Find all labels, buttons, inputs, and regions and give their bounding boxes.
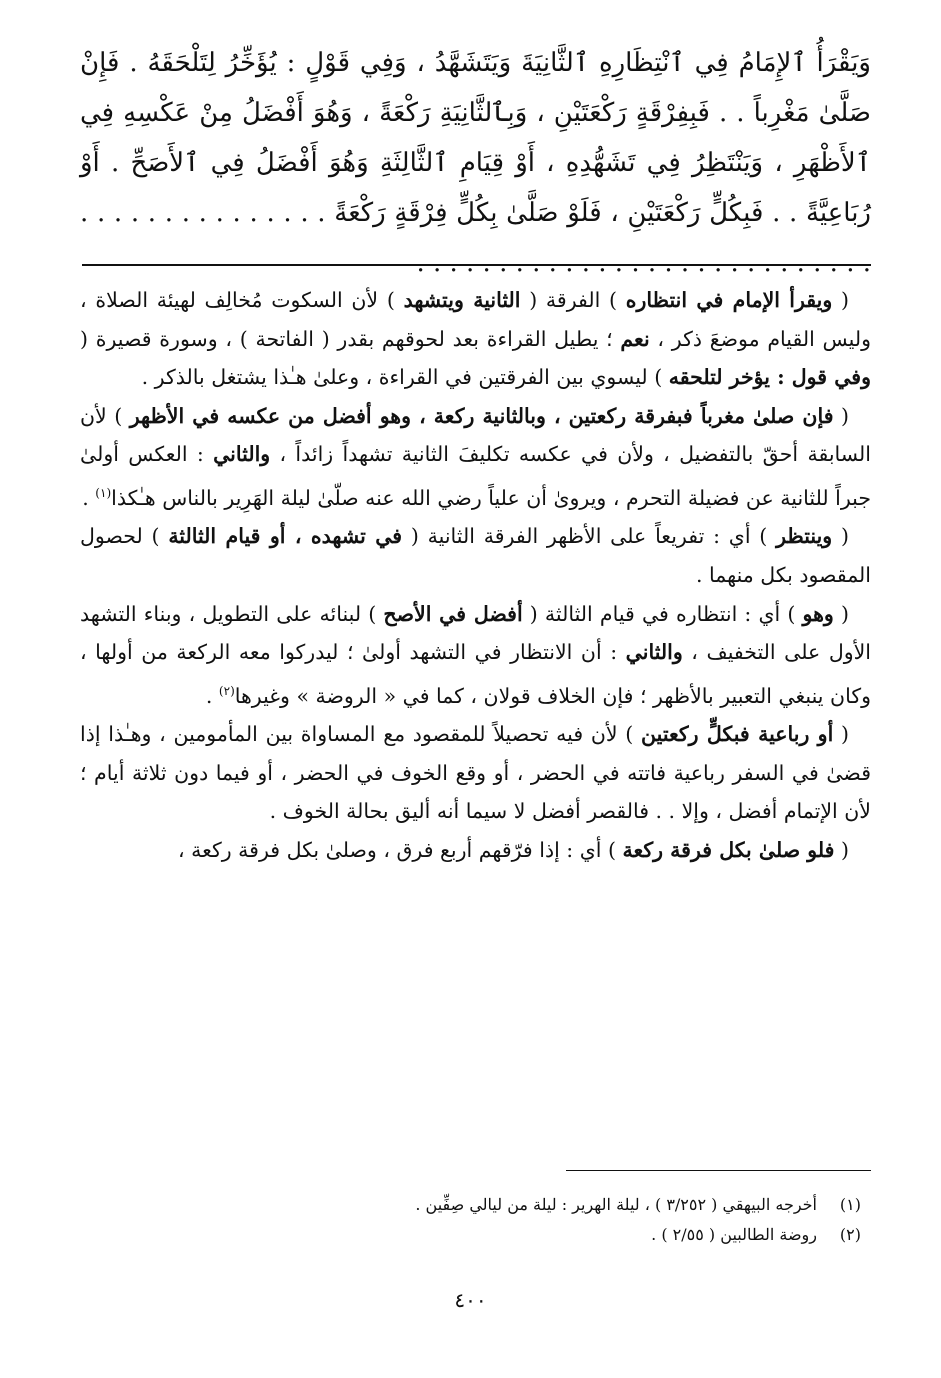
footnote-text: أخرجه البيهقي ( ٣/٢٥٢ ) ، ليلة الهرير : ليلة من ليالي صِفِّين .: [415, 1195, 817, 1214]
commentary-paragraph: [80, 517, 871, 594]
matn-quote: فلو صلىٰ بكل فرقة ركعة: [622, 837, 835, 862]
matn-quote: أو رباعية فبكلٍّ ركعتين: [641, 722, 834, 747]
commentary-segment: ) لحصول المقصود بكل منهما .: [80, 524, 871, 587]
footnote-text: روضة الطالبين ( ٢/٥٥ ) .: [651, 1225, 817, 1244]
commentary-segment: (: [833, 722, 850, 747]
commentary-segment: ) لأن السكوت مُخالِف لهيئة الصلاة ، وليس القيام موضعَ ذكر ،: [80, 288, 871, 351]
commentary-segment: : أن الانتظار في التشهد أولىٰ ؛ ليدركوا معه الركعة من أولها ، وكان ينبغي التعبير بالأظهر ؛ فإن الخلاف قولان ، كما في « الروضة » وغيرها: [80, 640, 871, 708]
page-number: ٤٠٠: [454, 1288, 487, 1312]
matn-quote: وهو: [802, 601, 834, 626]
footnote-ref: (١): [95, 485, 112, 500]
matn-quote: والثاني: [625, 640, 683, 665]
commentary-segment: (: [832, 288, 850, 312]
commentary-paragraph: [80, 715, 871, 831]
commentary-segment: ) ليسوي بين الفرقتين في القراءة ، وعلىٰ هـٰذا يشتغل بالذكر .: [141, 365, 669, 390]
footnote-ref: (٢): [218, 683, 235, 698]
matn-quote: الثانية ويتشهد: [403, 288, 521, 312]
matn-quote: نعم: [620, 326, 650, 351]
matn-quote: أفضل في الأصح: [383, 601, 523, 626]
commentary-paragraph: [80, 595, 871, 716]
commentary-segment: (: [833, 403, 850, 428]
commentary-segment: .: [82, 485, 96, 510]
commentary-segment: ) أي : تفريعاً على الأظهر الفرقة الثانية (: [402, 524, 777, 549]
footnote-number: (٢): [839, 1225, 861, 1244]
footnote-divider: [566, 1170, 871, 1171]
matn-text: وَيَقْرَأُ ٱلإِمَامُ فِي ٱنْتِظَارِهِ ٱلثَّانِيَةَ وَيَتَشَهَّدُ ، وَفِي قَوْلٍ : يُؤَخِّرُ لِتَلْحَقَهُ . فَإِنْ صَلَّىٰ مَغْرِباً . . فَبِفِرْقَةٍ رَكْعَتَيْنِ ، وَبِٱلثَّانِيَةِ رَكْعَةً ، وَهُوَ أَفْضَلُ مِنْ عَكْسِهِ فِي ٱلأَظْهَرِ ، وَيَنْتَظِرُ فِي تَشَهُّدِهِ ، أَوْ قِيَامِ ٱلثَّالِثَةِ وَهُوَ أَفْضَلُ فِي ٱلأَصَحِّ . أَوْ رُبَاعِيَّةً . . فَبِكُلٍّ رَكْعَتَيْنِ ، فَلَوْ صَلَّىٰ بِكُلٍّ فِرْقَةٍ رَكْعَةً . . . . . . . . . . . . . . . . . . . . . . . . . . . . . . . . . . . . . . . . . . .: [80, 48, 871, 278]
matn-quote: والثاني: [213, 442, 271, 467]
commentary-segment: .: [205, 683, 219, 708]
commentary-segment: ) أي : إذا فرّقهم أربع فرق ، وصلىٰ بكل فرقة ركعة ،: [177, 837, 623, 862]
commentary-segment: : العكس أولىٰ جبراً للثانية عن فضيلة التحرم ، ويروىٰ أن علياً رضي الله عنه صلّىٰ ليلة الهَرِير بالناس هـٰكذا: [80, 442, 871, 510]
footnote-2: [80, 1220, 861, 1250]
footnote-1: [80, 1190, 861, 1220]
commentary-segment: (: [832, 524, 849, 549]
matn-quote: في تشهده ، أو قيام الثالثة: [168, 524, 403, 549]
commentary-segment: ) الفرقة (: [520, 288, 626, 312]
commentary-paragraph: [80, 831, 871, 870]
commentary-segment: (: [833, 601, 849, 626]
footnotes: [80, 1190, 861, 1250]
commentary-segment: ) أي : انتظاره في قيام الثالثة (: [522, 601, 803, 626]
matn-quote: فإن صلىٰ مغرباً فبفرقة ركعتين ، وبالثانية ركعة ، وهو أفضل من عكسه في الأظهر: [129, 403, 834, 428]
commentary-segment: ) لبنائه على التطويل ، وبناء التشهد الأول على التخفيف ،: [80, 601, 871, 665]
matn-quote: وفي قول : يؤخر لتلحقه: [668, 365, 871, 390]
matn-quote: ويقرأ الإمام في انتظاره: [625, 288, 833, 312]
commentary-segment: ؛ يطيل القراءة بعد لحوقهم بقدر ( الفاتحة ) ، وسورة قصيرة (: [80, 326, 621, 351]
commentary-segment: ) لأن فيه تحصيلاً للمقصود مع المساواة بين المأمومين ، وهـٰذا إذا قضىٰ في السفر رباعية فاتته في الحضر ، أو وقع الخوف في الحضر ، أو فيما دون ثلاثة أيام ؛ لأن الإتمام أفضل ، وإلا . . فالقصر أفضل لا سيما أنه أليق بحالة الخوف .: [80, 722, 871, 824]
section-divider: [82, 264, 871, 266]
footnote-number: (١): [839, 1195, 861, 1214]
matn-quote: وينتظر: [776, 524, 833, 549]
commentary-segment: (: [834, 837, 849, 862]
commentary-text: [80, 281, 871, 870]
commentary-paragraph: [80, 281, 871, 397]
commentary-paragraph: [80, 397, 871, 518]
commentary-segment: ) لأن السابقة أحقّ بالتفضيل ، ولأن في عكسه تكليفَ الثانية تشهداً زائداً ،: [80, 403, 871, 467]
